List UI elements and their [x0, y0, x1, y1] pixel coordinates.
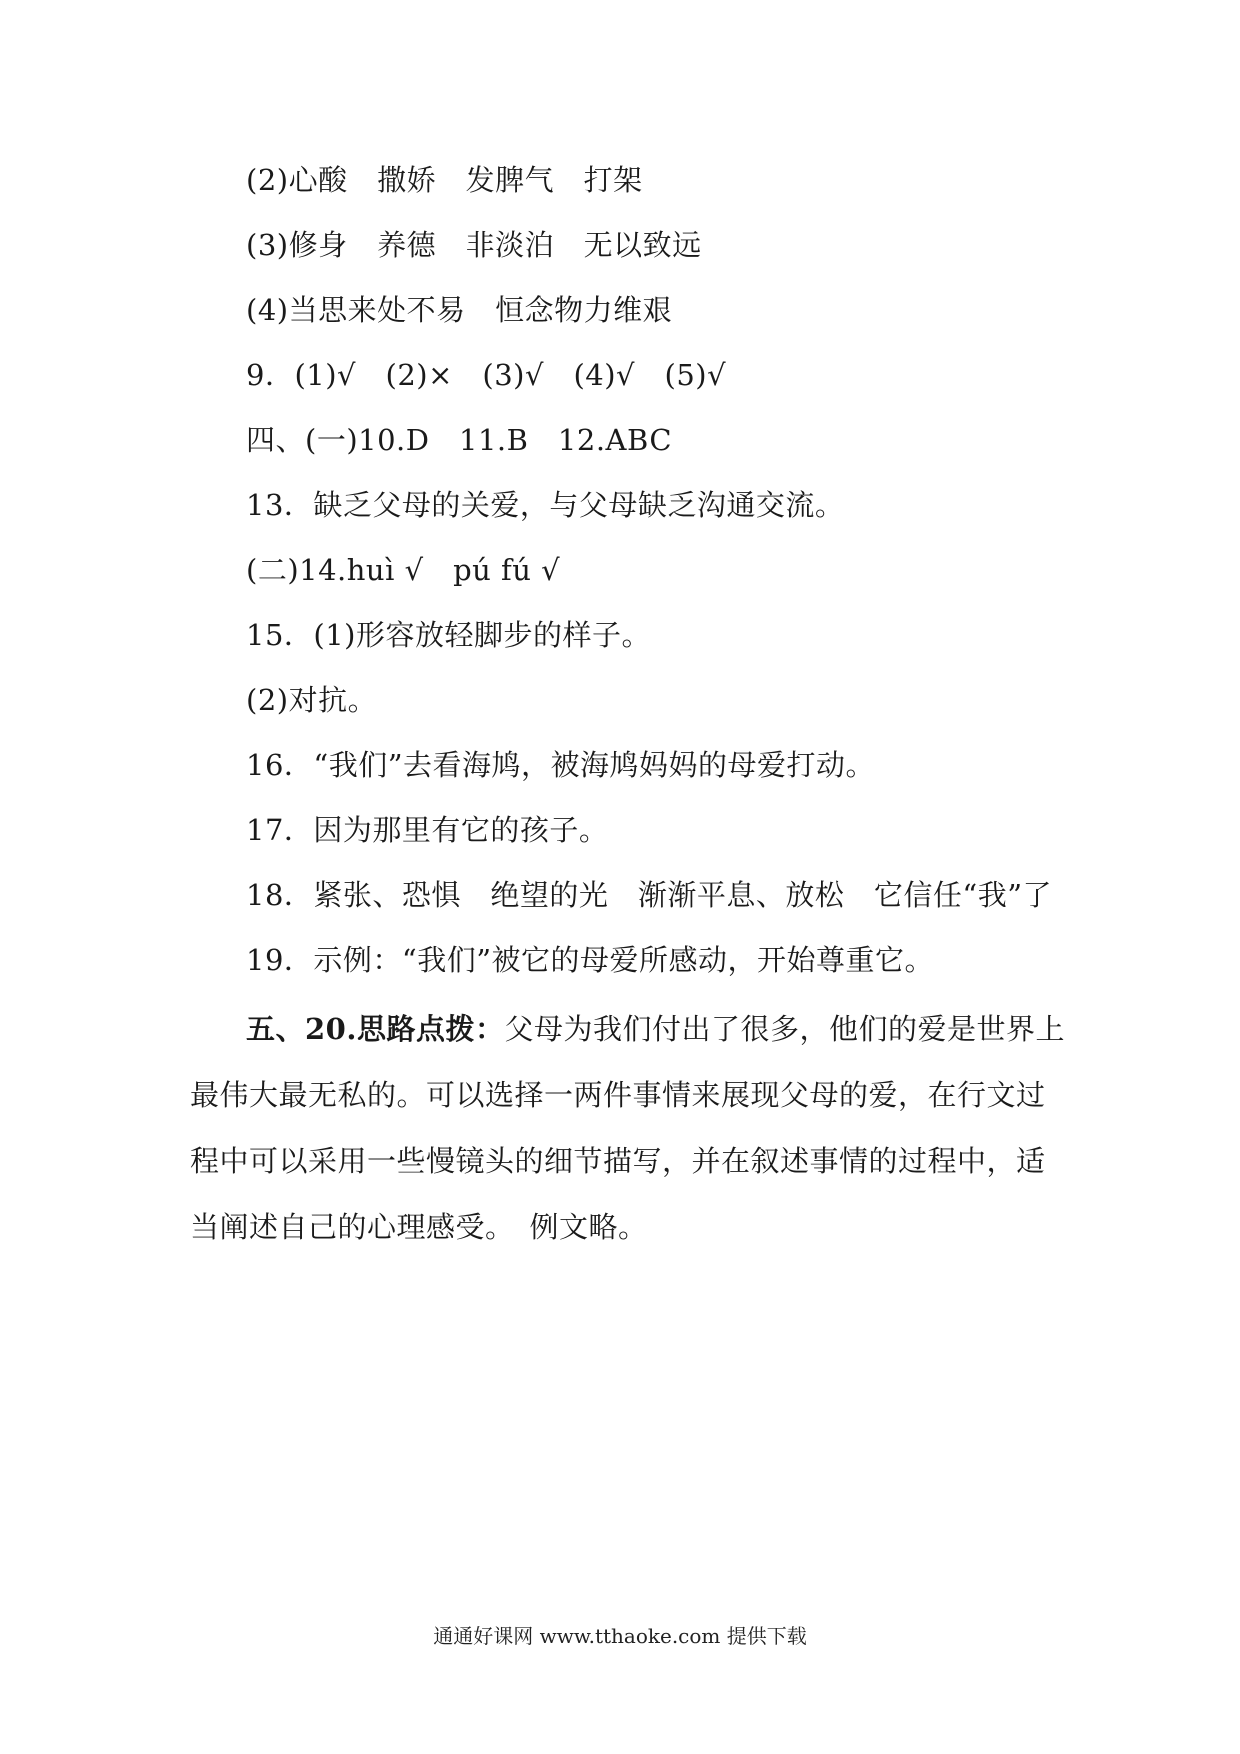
answer-19: 19．示例：“我们”被它的母爱所感动，开始尊重它。 [246, 943, 935, 977]
answer-8-4: (4)当思来处不易 恒念物力维艰 [246, 293, 673, 327]
answer-9: 9．(1)√ (2)× (3)√ (4)√ (5)√ [246, 358, 727, 392]
answer-15-2: (2)对抗。 [246, 683, 378, 717]
answer-17: 17．因为那里有它的孩子。 [246, 813, 609, 847]
answer-18: 18．紧张、恐惧 绝望的光 渐渐平息、放松 它信任“我”了 [246, 878, 1053, 912]
answer-section-5 [190, 996, 1070, 1260]
answer-16: 16．“我们”去看海鸠，被海鸠妈妈的母爱打动。 [246, 748, 876, 782]
answer-14: (二)14.huì √ pú fú √ [246, 553, 561, 587]
answer-section-4-part-1: 四、(一)10.D 11.B 12.ABC [246, 423, 673, 457]
section-5-text: 父母为我们付出了很多，他们的爱是世界上最伟大最无私的。可以选择一两件事情来展现父母的爱，在行文过程中可以采用一些慢镜头的细节描写，并在叙述事情的过程中，适当阐述自己的心理感受。 例文略。 [190, 1012, 1065, 1244]
answer-13: 13．缺乏父母的关爱，与父母缺乏沟通交流。 [246, 488, 845, 522]
page-footer: 通通好课网 www.tthaoke.com 提供下载 [433, 1624, 807, 1648]
answer-8-2: (2)心酸 撒娇 发脾气 打架 [246, 163, 643, 197]
section-5-label: 五、20.思路点拨： [246, 1012, 505, 1046]
answer-8-3: (3)修身 养德 非淡泊 无以致远 [246, 228, 702, 262]
answer-15-1: 15．(1)形容放轻脚步的样子。 [246, 618, 651, 652]
